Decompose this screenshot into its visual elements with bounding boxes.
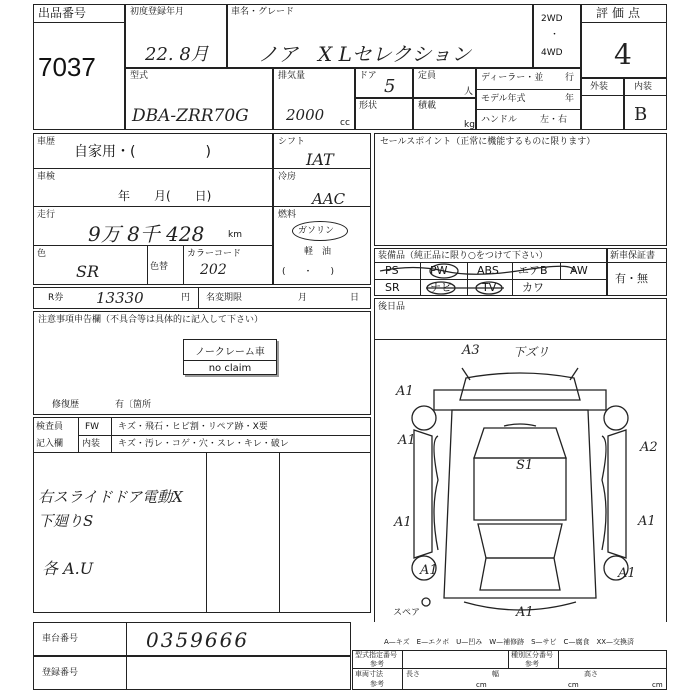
car-name-value: ノア X Lセレクション — [258, 42, 472, 66]
model-label: 型式 — [130, 71, 149, 81]
model-value: DBA-ZRR70G — [132, 106, 249, 126]
reg-date-value: 22. 8月 — [145, 44, 209, 65]
equipment-label: 装備品（純正品に限り○をつけて下さい） — [378, 251, 548, 261]
equip-airbag: エアB — [518, 264, 548, 277]
int-items: キズ・汚レ・コゲ・穴・スレ・キレ・破レ — [118, 439, 289, 449]
inspector-label-1: 検査員 — [36, 422, 64, 432]
width-unit: cm — [568, 681, 579, 689]
sales-point-label: セールスポイント（正常に機能するものに限ります） — [380, 137, 596, 147]
mark-a1-rear: A1 — [516, 605, 534, 620]
equip-tv: TV — [482, 281, 497, 294]
recycle-box — [33, 287, 371, 309]
stamp-line1: ノークレーム車 — [184, 343, 276, 361]
model-year-label: モデル年式 — [481, 94, 526, 104]
mark-a1-left-door: A1 — [394, 515, 412, 530]
displacement-unit: cc — [340, 118, 350, 128]
color-code-value: 202 — [200, 262, 227, 278]
ac-value: AAC — [312, 190, 346, 208]
handwritten-note-1: 右スライドドア電動X — [38, 488, 183, 506]
warranty-label: 新車保証書 — [610, 251, 656, 261]
height-unit: cm — [652, 681, 663, 689]
equip-row2-marks — [374, 279, 607, 296]
ac-label: 冷房 — [278, 172, 297, 182]
equip-pw: PW — [430, 264, 448, 277]
designation-sub: 参考 — [370, 660, 384, 668]
grade-value: 4 — [614, 38, 632, 71]
drive-dot: ・ — [550, 30, 560, 40]
reg-date-label: 初度登録年月 — [130, 7, 185, 17]
load-label: 積載 — [418, 101, 437, 111]
recycle-value: 13330 — [96, 289, 144, 307]
equip-aw: AW — [570, 264, 588, 277]
stamp-line2: no claim — [208, 363, 252, 374]
spare-label: スペア — [393, 608, 421, 618]
mark-a3: A3 — [462, 343, 480, 358]
dimension-sub: 参考 — [370, 680, 384, 688]
fw-label: FW — [85, 422, 100, 432]
displacement-label: 排気量 — [278, 71, 306, 81]
mark-a1-left-rear: A1 — [420, 563, 438, 578]
mark-a1-front-left: A1 — [396, 384, 414, 399]
designation-label: 型式指定番号 — [355, 651, 397, 659]
equip-row1-marks — [374, 262, 607, 280]
mark-underside: 下ズリ — [513, 345, 550, 359]
handwritten-area — [33, 453, 371, 613]
capacity-label: 定員 — [418, 71, 437, 81]
name-change-month: 月 — [298, 293, 308, 303]
equip-abs: ABS — [477, 264, 499, 277]
int-label: 内装 — [82, 439, 101, 449]
history-label: 車歴 — [37, 137, 56, 147]
category-sub: 参考 — [525, 660, 539, 668]
chassis-label: 車台番号 — [42, 634, 79, 644]
fw-items: キズ・飛石・ヒビ割・リペア跡・X要 — [118, 422, 268, 432]
chassis-value: 0359666 — [146, 628, 250, 652]
damage-legend: A—キズ E—エクボ U—凹み W—補修跡 S—サビ C—腐食 XX—交換済 — [384, 638, 635, 646]
lot-number: 7037 — [38, 52, 96, 82]
shift-value: IAT — [306, 150, 334, 169]
dealer-mark: 行 — [565, 73, 575, 83]
displacement-value: 2000 — [286, 106, 325, 124]
name-change-day: 日 — [350, 293, 360, 303]
mark-s1-roof: S1 — [516, 458, 534, 473]
fuel-gas-circle — [292, 221, 348, 241]
height-label: 高さ — [584, 670, 598, 678]
fuel-gas: ガソリン — [298, 226, 335, 236]
grade-label: 評価点 — [596, 6, 645, 20]
no-claim-stamp — [183, 339, 277, 375]
mark-a2-right: A2 — [640, 440, 658, 455]
fuel-paren: ( ・ ) — [282, 267, 335, 277]
registration-box — [33, 656, 351, 690]
capacity-unit: 人 — [464, 87, 474, 97]
interior-label: 内装 — [634, 82, 653, 92]
color-value: SR — [76, 262, 100, 281]
mark-a1-right-rear: A1 — [618, 566, 636, 581]
handle-label: ハンドル — [481, 115, 518, 125]
exterior-label: 外装 — [590, 82, 609, 92]
dealer-label: ディーラー・並 — [481, 73, 544, 83]
shift-label: シフト — [278, 137, 306, 147]
fuel-diesel: 軽 油 — [304, 247, 332, 257]
name-change-label: 名変期限 — [206, 293, 243, 303]
car-name-label: 車名・グレード — [231, 7, 295, 17]
equip-navi: ナビ — [430, 281, 452, 294]
later-items-label: 後日品 — [378, 302, 406, 312]
inspection-label: 車検 — [37, 172, 56, 182]
door-label: ドア — [359, 71, 377, 81]
length-label: 長さ — [406, 670, 420, 678]
repair-value: 有〔箇所 — [115, 400, 152, 410]
interior-value: B — [634, 104, 648, 125]
later-items-box — [374, 298, 667, 340]
designation-box — [352, 650, 667, 690]
equip-leather: カワ — [522, 281, 544, 294]
dimension-label: 車両寸法 — [355, 670, 383, 678]
color-code-label: カラーコード — [187, 249, 242, 259]
shape-label: 形状 — [359, 101, 378, 111]
mileage-value: 9万 8千 428 — [88, 222, 205, 246]
notes-label: 注意事項申告欄（不具合等は具体的に記入して下さい） — [38, 315, 264, 325]
mark-a1-right-door: A1 — [638, 514, 656, 529]
registration-label: 登録番号 — [42, 668, 79, 678]
recycle-unit: 円 — [181, 293, 191, 303]
load-unit: kg — [464, 120, 475, 130]
length-unit: cm — [476, 681, 487, 689]
lot-label: 出品番号 — [38, 6, 87, 20]
history-value: 自家用・( ) — [74, 144, 211, 160]
inspection-value: 年 月( 日) — [118, 189, 212, 203]
mileage-unit: km — [228, 230, 242, 240]
model-year-unit: 年 — [565, 94, 575, 104]
color-change-label: 色替 — [150, 262, 169, 272]
mileage-label: 走行 — [37, 210, 56, 220]
width-label: 幅 — [492, 670, 499, 678]
handle-value: 左・右 — [540, 115, 568, 125]
category-label: 種別区分番号 — [511, 651, 553, 659]
repair-label: 修復歴 — [52, 400, 80, 410]
equip-ps: PS — [385, 264, 399, 277]
handwritten-note-3: 各 A.U — [42, 559, 94, 578]
mark-a1-left-fender: A1 — [398, 433, 416, 448]
inspector-label-2: 記入欄 — [36, 439, 64, 449]
color-label: 色 — [37, 249, 47, 259]
sales-point-box — [374, 133, 667, 246]
fuel-label: 燃料 — [278, 210, 297, 220]
warranty-value: 有・無 — [615, 272, 648, 285]
equip-sr: SR — [385, 281, 400, 294]
handwritten-note-2: 下廻りS — [38, 512, 94, 530]
drive-2wd: 2WD — [541, 14, 563, 24]
recycle-label: R券 — [48, 293, 64, 303]
drive-4wd: 4WD — [541, 48, 563, 58]
door-value: 5 — [384, 76, 396, 97]
